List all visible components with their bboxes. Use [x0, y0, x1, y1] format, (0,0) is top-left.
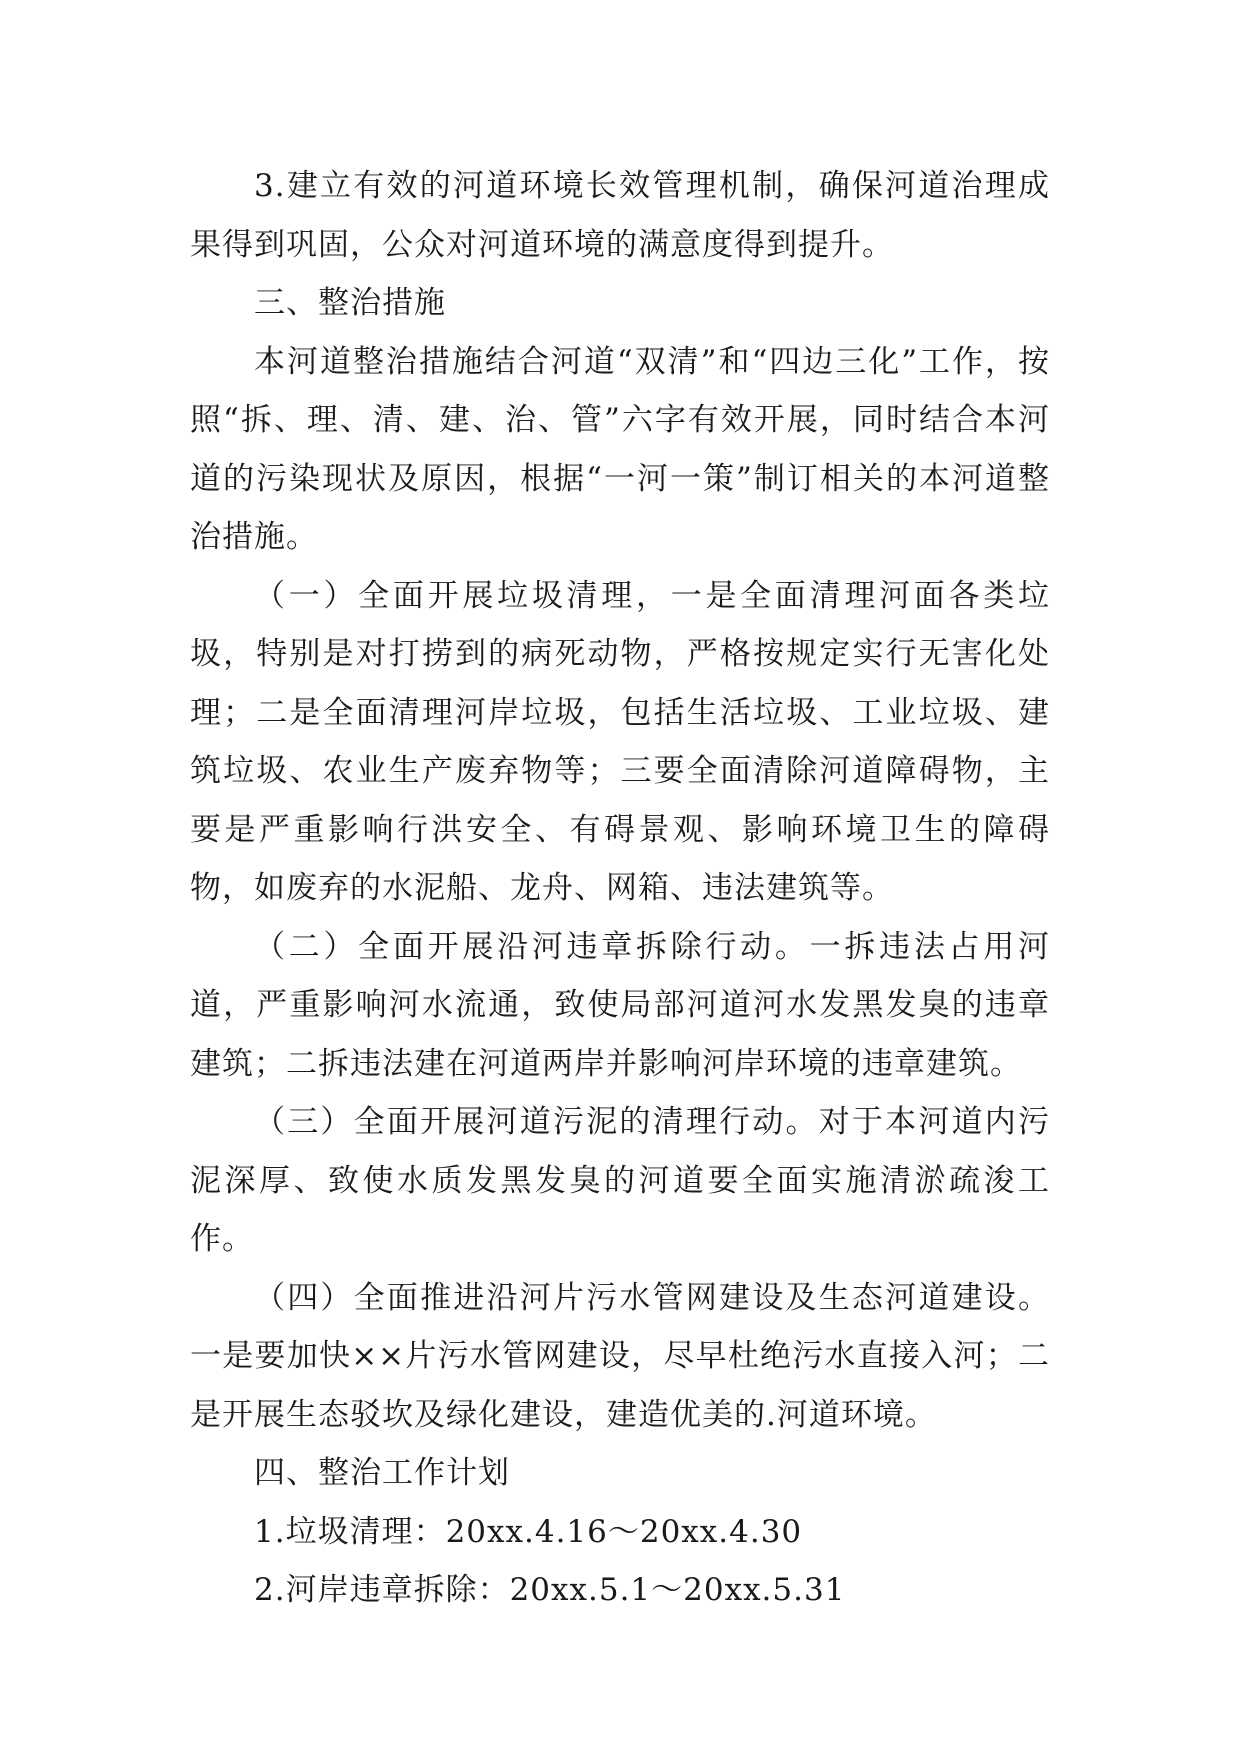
document-body [190, 157, 1050, 1620]
section-heading-measures: 三、整治措施 [254, 285, 446, 321]
paragraph-measure-1: （一）全面开展垃圾清理，一是全面清理河面各类垃圾，特别是对打捞到的病死动物，严格按规定实行无害化处理；二是全面清理河岸垃圾，包括生活垃圾、工业垃圾、建筑垃圾、农业生产废弃物等；三要全面清除河道障碍物，主要是严重影响行洪安全、有碍景观、影响环境卫生的障碍物，如废弃的水泥船、龙舟、网箱、违法建筑等。 [190, 577, 1050, 906]
paragraph-goal-3: 3.建立有效的河道环境长效管理机制，确保河道治理成果得到巩固，公众对河道环境的满意度得到提升。 [190, 168, 1050, 263]
plan-item-2: 2.河岸违章拆除：20xx.5.1～20xx.5.31 [254, 1572, 846, 1608]
paragraph-measures-intro: 本河道整治措施结合河道“双清”和“四边三化”工作，按照“拆、理、清、建、治、管”六字有效开展，同时结合本河道的污染现状及原因，根据“一河一策”制订相关的本河道整治措施。 [190, 343, 1050, 555]
paragraph-measure-3: （三）全面开展河道污泥的清理行动。对于本河道内污泥深厚、致使水质发黑发臭的河道要全面实施清淤疏浚工作。 [190, 1104, 1050, 1257]
paragraph-measure-4: （四）全面推进沿河片污水管网建设及生态河道建设。一是要加快××片污水管网建设，尽早杜绝污水直接入河；二是开展生态驳坎及绿化建设，建造优美的.河道环境。 [190, 1279, 1050, 1433]
paragraph-measure-2: （二）全面开展沿河违章拆除行动。一拆违法占用河道，严重影响河水流通，致使局部河道河水发黑发臭的违章建筑；二拆违法建在河道两岸并影响河岸环境的违章建筑。 [190, 928, 1050, 1082]
section-heading-plan: 四、整治工作计划 [254, 1455, 510, 1491]
plan-item-1: 1.垃圾清理：20xx.4.16～20xx.4.30 [254, 1513, 803, 1550]
